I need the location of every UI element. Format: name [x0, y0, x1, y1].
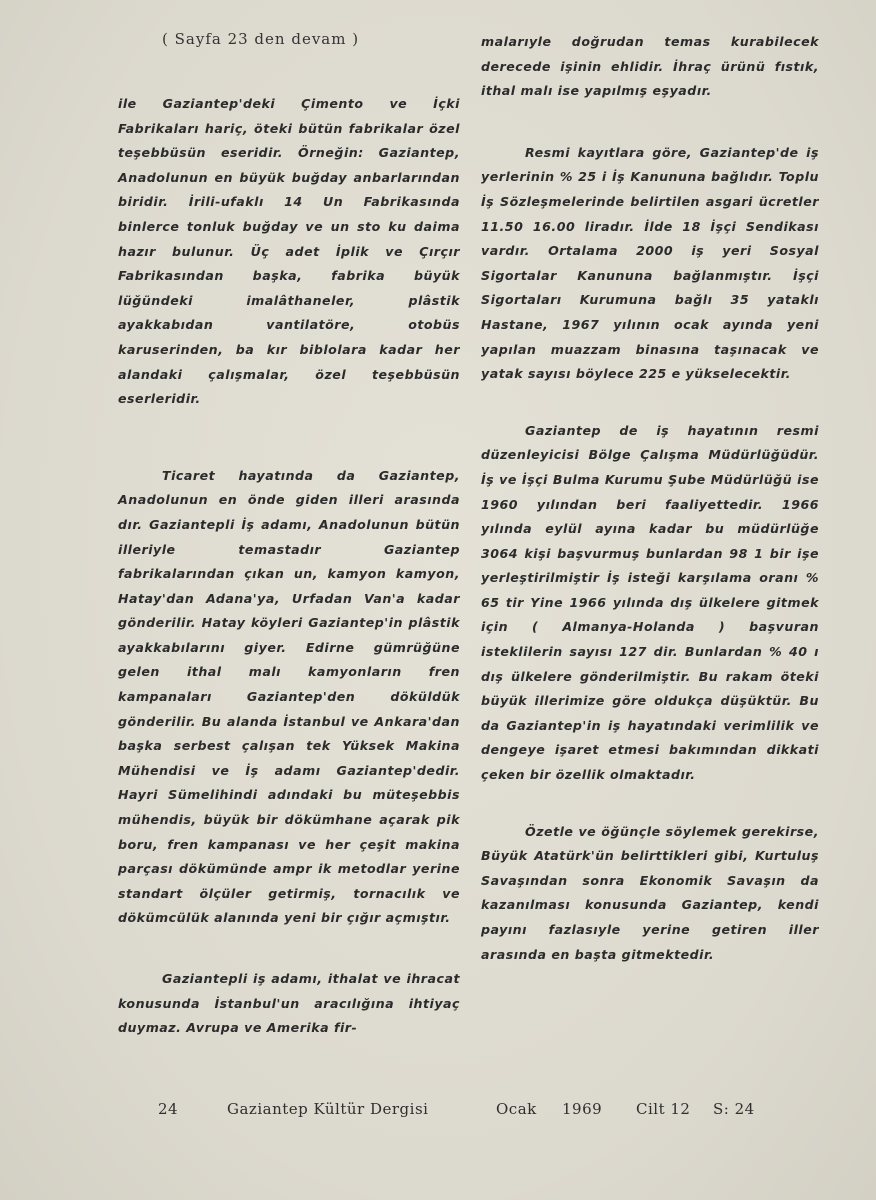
paragraph-industry: ile Gaziantep'deki Çimento ve İçki Fabrikaları hariç, öteki bütün fabrikalar özel teşebbüsün eseridir. Örneğin: Gaziantep, Anadolunun en büyük buğday anbarlarından biridir. İrili-ufaklı 14 Un Fabrikasında binlerce tonluk buğday ve un sto ku daima hazır bulunur. Üç adet İplik ve Çırçır Fabrikasından başka, fabrika büyük lüğündeki imalâthaneler, plâstik ayakkabıdan vantilatöre, otobüs karuserinden, ba kır biblolara kadar her alandaki çalışmalar, özel teşebbüsün eserleridir.	[118, 96, 460, 407]
right-column	[481, 30, 819, 967]
volume-number: Cilt 12	[636, 1100, 691, 1118]
paragraph-summary: Özetle ve öğünçle söylemek gerekirse, Büyük Atatürk'ün belirttikleri gibi, Kurtuluş Savaşından sonra Ekonomik Savaşın da kazanılması konusunda Gaziantep, kendi payını fazlasıyle yerine getiren iller arasında en başta gitmektedir.	[481, 823, 819, 962]
paragraph-trade: Ticaret hayatında da Gaziantep, Anadolunun en önde giden illeri arasında dır. Gaziantepli İş adamı, Anadolunun bütün illeriyle temastadır Gaziantep fabrikalarından çıkan un, kamyon kamyon, Hatay'dan Adana'ya, Urfadan Van'a kadar gönderilir. Hatay köyleri Gaziantep'in plâstik ayakkabılarını giyer. Edirne gümrüğüne gelen ithal malı kamyonların fren kampanaları Gaziantep'den döküldük gönderilir. Bu alanda İstanbul ve Ankara'dan başka serbest çalışan tek Yüksek Makina Mühendisi ve İş adamı Gaziantep'dedir. Hayri Sümelihindi adındaki bu müteşebbis mühendis, büyük bir dökümhane açarak pik boru, fren kampanası ve her çeşit makina parçası dökümünde ampr ik metodlar yerine standart ölçüler getirmiş, tornacılık ve dökümcülük alanında yeni bir çığır açmıştır.	[118, 467, 460, 926]
paragraph-employment-office: Gaziantep de iş hayatının resmi düzenleyicisi Bölge Çalışma Müdürlüğüdür. İş ve İşçi Bulma Kurumu Şube Müdürlüğü ise 1960 yılından beri faaliyettedir. 1966 yılında eylül ayına kadar bu müdürlüğe 3064 kişi başvurmuş bunlardan 98 1 bir işe yerleştirilmiştir İş isteği karşılama oranı % 65 tir Yine 1966 yılında dış ülkelere gitmek için ( Almanya-Holanda ) başvuran isteklilerin sayısı 127 dir. Bunlardan % 40 ı dış ülkelere gönderilmiştir. Bu rakam öteki büyük illerimize göre oldukça düşüktür. Bu da Gaziantep'in iş hayatındaki verimlilik ve dengeye işaret etmesi bakımından dikkati çeken bir özellik olmaktadır.	[481, 422, 819, 783]
continued-from-note: ( Sayfa 23 den devam )	[162, 30, 360, 48]
left-column	[118, 30, 460, 1041]
paragraph-direct-contact: malarıyle doğrudan temas kurabilecek derecede işinin ehlidir. İhraç ürünü fıstık, ithal malı ise yapılmış eşyadır.	[481, 34, 819, 99]
paragraph-import-export: Gaziantepli iş adamı, ithalat ve ihracat konusunda İstanbul'un aracılığına ihtiyaç duymaz. Avrupa ve Amerika fir-	[118, 971, 460, 1036]
page-number: 24	[158, 1100, 179, 1118]
paragraph-labor-records: Resmi kayıtlara göre, Gaziantep'de iş yerlerinin % 25 i İş Kanununa bağlıdır. Toplu İş Sözleşmelerinde belirtilen asgari ücretler 11.50 16.00 liradır. İlde 18 İşçi Sendikası vardır. Ortalama 2000 iş yeri Sosyal Sigortalar Kanununa bağlanmıştır. İşçi Sigortaları Kurumuna bağlı 35 yataklı Hastane, 1967 yılının ocak ayında yeni yapılan muazzam binasına taşınacak ve yatak sayısı böylece 225 e yükselecektir.	[481, 144, 819, 382]
publication-title: Gaziantep Kültür Dergisi	[227, 1100, 429, 1118]
issue-month: Ocak	[496, 1100, 537, 1118]
issue-number: S: 24	[713, 1100, 755, 1118]
issue-year: 1969	[562, 1100, 603, 1118]
